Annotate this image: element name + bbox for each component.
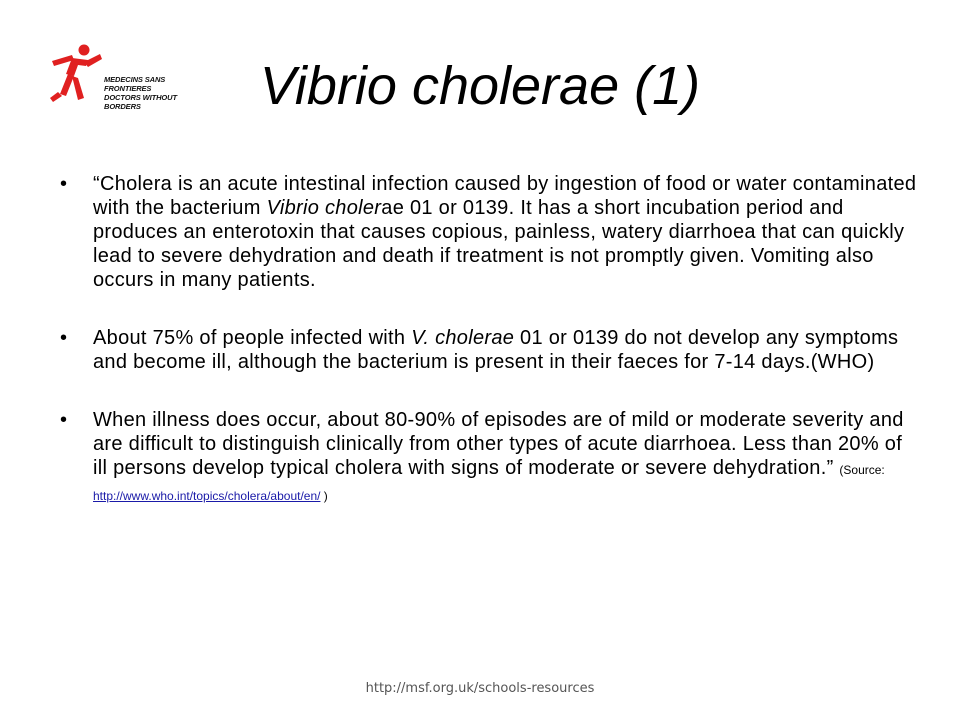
bullet-3-text: When illness does occur, about 80-90% of episodes are of mild or moderate severity and are difficult to distinguish clinically from other types of acute diarrhoea. Less than 20% of ill persons develop typical cholera with signs of moderate or severe dehydration.” bbox=[93, 409, 904, 479]
slide-title: Vibrio cholerae (1) bbox=[259, 56, 701, 116]
bullet-dot: • bbox=[60, 409, 68, 431]
bullet-1-text-b: ae 01 or 0139. It has a short incubation period and produces an enterotoxin that causes copious, painless, watery diarrhoea that can quickly lead to severe dehydration and death if treatment is not promptly given. Vomiting also occurs in many patients. bbox=[93, 197, 905, 291]
bullet-2-text-a: About 75% of people infected with bbox=[93, 327, 412, 349]
bullet-item-3 bbox=[60, 408, 920, 508]
footer-url: http://msf.org.uk/schools-resources bbox=[365, 681, 595, 696]
bullet-1-text-a: “Cholera is an acute intestinal infection caused by ingestion of food or water contaminated with the bacterium bbox=[93, 173, 917, 219]
logo-line-2: DOCTORS WITHOUT BORDERS bbox=[104, 93, 177, 111]
bullet-2-italic: V. cholerae bbox=[411, 327, 515, 349]
bullet-list bbox=[60, 172, 920, 542]
source-label: (Source: bbox=[839, 463, 885, 477]
source-end: ) bbox=[320, 489, 328, 503]
logo-line-1: MEDECINS SANS FRONTIERES bbox=[104, 75, 166, 93]
bullet-dot: • bbox=[60, 327, 68, 349]
bullet-1-italic: Vibrio choler bbox=[266, 197, 382, 219]
bullet-item-2 bbox=[60, 326, 920, 374]
who-source-link[interactable]: http://www.who.int/topics/cholera/about/en/ bbox=[93, 489, 321, 503]
bullet-item-1 bbox=[60, 172, 920, 292]
bullet-2-text-b: 01 or 0139 do not develop any symptoms and become ill, although the bacterium is present in their faeces for 7-14 days.(WHO) bbox=[93, 327, 899, 373]
bullet-dot: • bbox=[60, 173, 68, 195]
